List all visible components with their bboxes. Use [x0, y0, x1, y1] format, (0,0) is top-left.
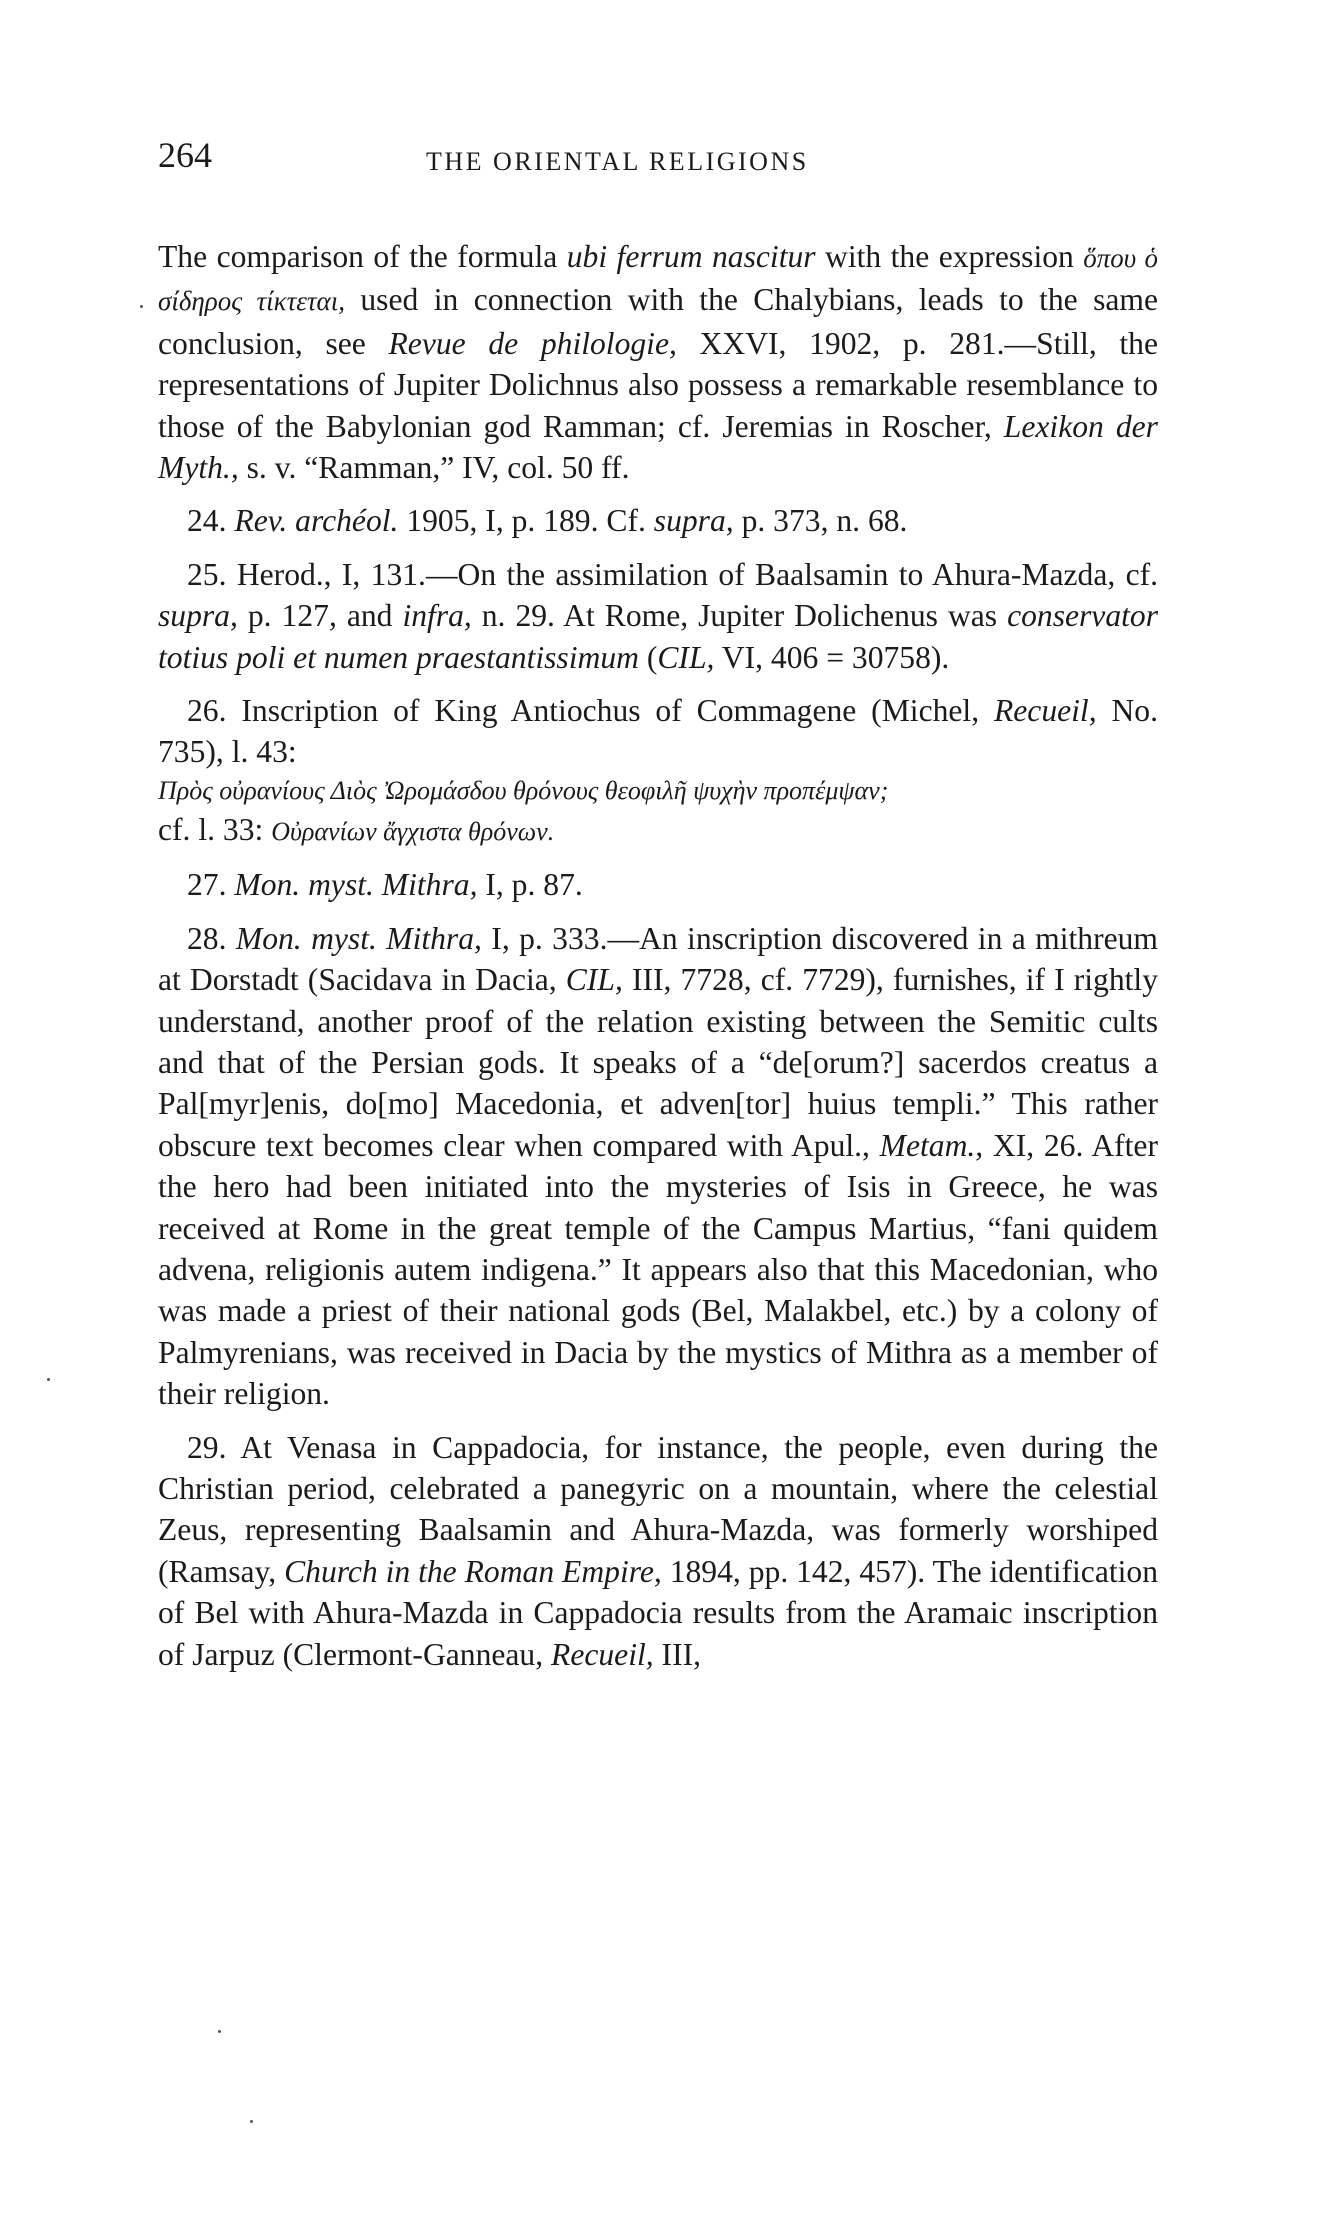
note-text-continued: cf. l. 33: Οὐρανίων ἄγχιστα θρόνων. [158, 811, 555, 847]
note-text: 28. Mon. myst. Mithra, I, p. 333.—An inscription discovered in a mithreum at Dorstadt (Sacidava in Dacia, CIL, III, 7728, cf. 7729), furnishes, if I rightly understand, another proof of the relation existing between the Semitic cults and that of the Persian gods. It speaks of a “de[orum?] sacerdos creatus a Pal[myr]enis, do[mo] Macedonia, et adven[tor] huius templi.” This rather obscure text becomes clear when compared with Apul., Metam., XI, 26. After the hero had been initiated into the mysteries of Isis in Greece, he was received at Rome in the great temple of the Campus Martius, “fani quidem advena, religionis autem indigena.” It appears also that this Macedonian, who was made a priest of their national gods (Bel, Malakbel, etc.) by a colony of Palmyrenians, was received in Dacia by the mystics of Mithra as a member of their religion. [158, 920, 1158, 1412]
running-head [158, 135, 1158, 185]
note-text: 29. At Venasa in Cappadocia, for instance, the people, even during the Christian period, celebrated a panegyric on a mountain, where the celestial Zeus, representing Baalsamin and Ahura-Mazda, was formerly worshiped (Ramsay, Church in the Roman Empire, 1894, pp. 142, 457). The identification of Bel with Ahura-Mazda in Cappadocia results from the Aramaic inscription of Jarpuz (Clermont-Ganneau, Recueil, III, [158, 1429, 1158, 1672]
note-text: The comparison of the formula ubi ferrum nascitur with the expression ὅπου ὁ σίδηρος τίκτεται, used in connection with the Chalybians, leads to the same conclusion, see Revue de philologie, XXVI, 1902, p. 281.—Still, the representations of Jupiter Dolichnus also possess a remarkable resemblance to those of the Babylonian god Ramman; cf. Jeremias in Roscher, Lexikon der Myth., s. v. “Ramman,” IV, col. 50 ff. [158, 239, 1159, 486]
note-text: 27. Mon. myst. Mithra, I, p. 87. [187, 867, 583, 903]
note-29 [158, 1427, 1158, 1675]
note-23-continuation [158, 236, 1158, 488]
paper-speck [250, 2120, 253, 2123]
paper-speck [218, 2030, 221, 2033]
note-24 [158, 500, 1158, 541]
paper-speck [140, 305, 143, 308]
note-25 [158, 554, 1158, 678]
page-number: 264 [158, 135, 212, 175]
note-text: 24. Rev. archéol. 1905, I, p. 189. Cf. supra, p. 373, n. 68. [187, 503, 908, 539]
greek-quotation: Πρὸς οὐρανίους Διὸς Ὠρομάσδου θρόνους θεοφιλῆ ψυχὴν προπέμψαν; [158, 775, 889, 805]
footnotes-section [158, 236, 1158, 1687]
note-26 [158, 690, 1158, 852]
running-title: THE ORIENTAL RELIGIONS [426, 147, 809, 176]
note-text: 26. Inscription of King Antiochus of Commagene (Michel, Recueil, No. 735), l. 43: [158, 693, 1159, 770]
note-27 [158, 864, 1158, 905]
paper-speck [47, 1378, 50, 1381]
note-text: 25. Herod., I, 131.—On the assimilation of Baalsamin to Ahura-Mazda, cf. supra, p. 127, and infra, n. 29. At Rome, Jupiter Dolichenus was conservator totius poli et numen praestantissimum (CIL, VI, 406 = 30758). [158, 556, 1159, 675]
note-28 [158, 918, 1158, 1415]
